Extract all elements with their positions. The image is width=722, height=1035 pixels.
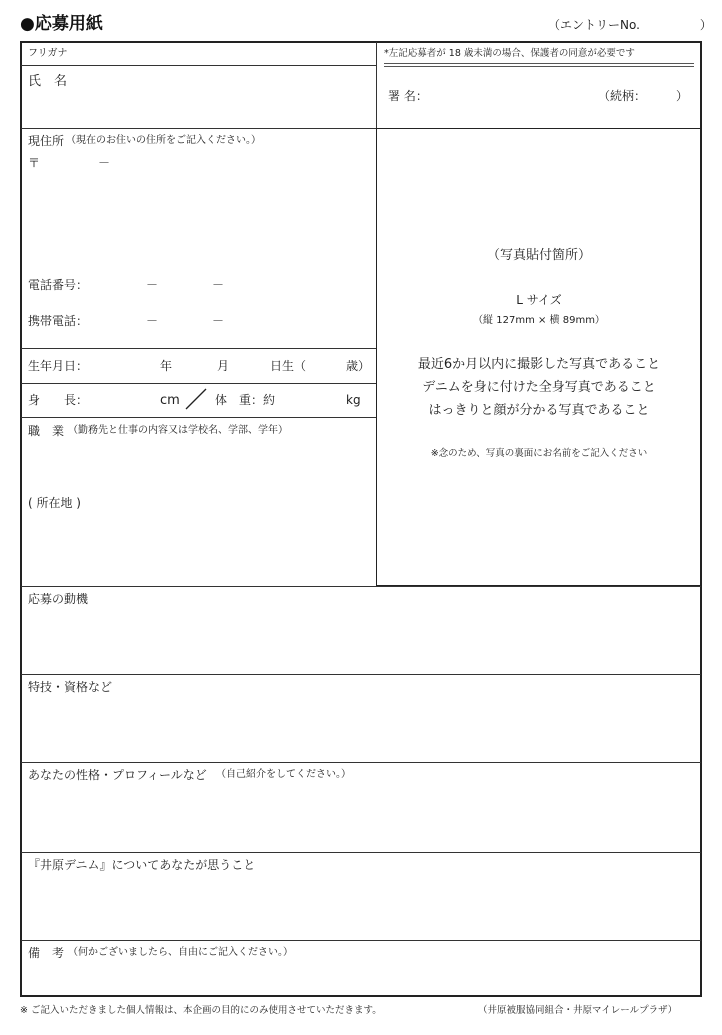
row-divider-motivation: [21, 674, 701, 675]
occupation-label: 職 業: [28, 424, 65, 438]
skills-label: 特技・資格など: [28, 680, 113, 694]
row-divider-upper: [21, 586, 701, 587]
postal-dash: －: [98, 156, 111, 170]
photo-dimensions: （縦 127mm × 横 89mm）: [473, 315, 605, 326]
personality-label: あなたの性格・プロフィールなど: [28, 768, 207, 782]
row-divider-ibara: [21, 940, 701, 941]
weight-field[interactable]: [296, 388, 344, 412]
mobile-label: 携帯電話：: [28, 314, 89, 328]
height-unit: cm: [160, 393, 180, 408]
row-divider-personality: [21, 852, 701, 853]
personality-hint: （自己紹介をしてください。）: [216, 769, 351, 780]
guardian-consent-note: *左記応募者が 18 歳未満の場合、保護者の同意が必要です: [384, 48, 635, 59]
age-unit: 歳）: [346, 359, 371, 373]
postal-mark: 〒: [28, 156, 41, 170]
form-title: ●応募用紙: [20, 14, 103, 34]
motivation-field[interactable]: [28, 610, 694, 670]
name-field[interactable]: [120, 68, 370, 124]
height-field[interactable]: [100, 388, 156, 412]
personality-field[interactable]: [28, 786, 694, 848]
entry-number: （エントリーNo. ）: [548, 18, 712, 32]
photo-requirement-1: 最近6か月以内に撮影した写真であること: [417, 357, 661, 372]
row-divider-body: [21, 417, 376, 418]
slash-divider: [184, 387, 208, 411]
weight-label: 体 重：約: [215, 393, 276, 407]
location-label: ( 所在地 ): [28, 496, 81, 510]
location-field[interactable]: [28, 514, 370, 578]
phone-dash-1: －: [146, 278, 159, 292]
furigana-label: フリガナ: [28, 48, 68, 59]
signature-field[interactable]: [440, 80, 590, 110]
birthdate-field[interactable]: [105, 354, 370, 378]
birth-year-unit: 年: [160, 359, 173, 373]
consent-note-underline: [384, 63, 694, 67]
name-label: 氏 名: [28, 74, 68, 89]
weight-unit: kg: [346, 393, 361, 407]
skills-field[interactable]: [28, 698, 694, 758]
row-divider-skills: [21, 762, 701, 763]
mobile-dash-2: －: [212, 314, 225, 328]
furigana-divider: [21, 65, 376, 66]
signature-label: 署 名：: [388, 89, 428, 103]
address-label: 現住所: [28, 134, 65, 148]
photo-title: （写真貼付箇所）: [486, 248, 591, 263]
remarks-label: 備 考: [28, 946, 65, 960]
organization-note: （井原被服協同組合・井原マイレールプラザ）: [478, 1005, 678, 1016]
photo-requirement-3: はっきりと顔が分かる写真であること: [428, 403, 650, 418]
photo-size: L サイズ: [516, 293, 562, 307]
ibara-denim-field[interactable]: [28, 876, 694, 936]
column-divider: [376, 42, 377, 128]
row-divider-birth: [21, 383, 376, 384]
remarks-field[interactable]: [28, 962, 694, 992]
birth-day-unit: 日生（: [270, 359, 307, 373]
occupation-field[interactable]: [28, 442, 370, 490]
row-divider-address: [21, 348, 376, 349]
birthdate-label: 生年月日：: [28, 359, 89, 373]
address-hint: （現在のお住いの住所をご記入ください。）: [66, 135, 261, 146]
mobile-field[interactable]: [110, 310, 370, 332]
privacy-note: ※ ご記入いただきました個人情報は、本企画の目的にのみ使用させていただきます。: [20, 1005, 382, 1016]
photo-requirement-2: デニムを身に付けた全身写真であること: [422, 380, 656, 395]
occupation-hint: （勤務先と仕事の内容又は学校名、学部、学年）: [68, 425, 288, 436]
height-label: 身 長：: [28, 393, 89, 407]
ibara-denim-label: 『井原デニム』についてあなたが思うこと: [28, 858, 256, 872]
address-field[interactable]: [40, 152, 370, 262]
remarks-hint: （何かございましたら、自由にご記入ください。）: [68, 947, 293, 958]
motivation-label: 応募の動機: [28, 592, 89, 606]
phone-dash-2: －: [212, 278, 225, 292]
phone-label: 電話番号：: [28, 278, 89, 292]
relationship-label: （続柄： ）: [598, 89, 689, 103]
mobile-dash-1: －: [146, 314, 159, 328]
birth-month-unit: 月: [217, 359, 230, 373]
photo-note: ※念のため、写真の裏面にお名前をご記入ください: [430, 448, 648, 459]
phone-field[interactable]: [110, 274, 370, 296]
furigana-field[interactable]: [120, 43, 370, 63]
